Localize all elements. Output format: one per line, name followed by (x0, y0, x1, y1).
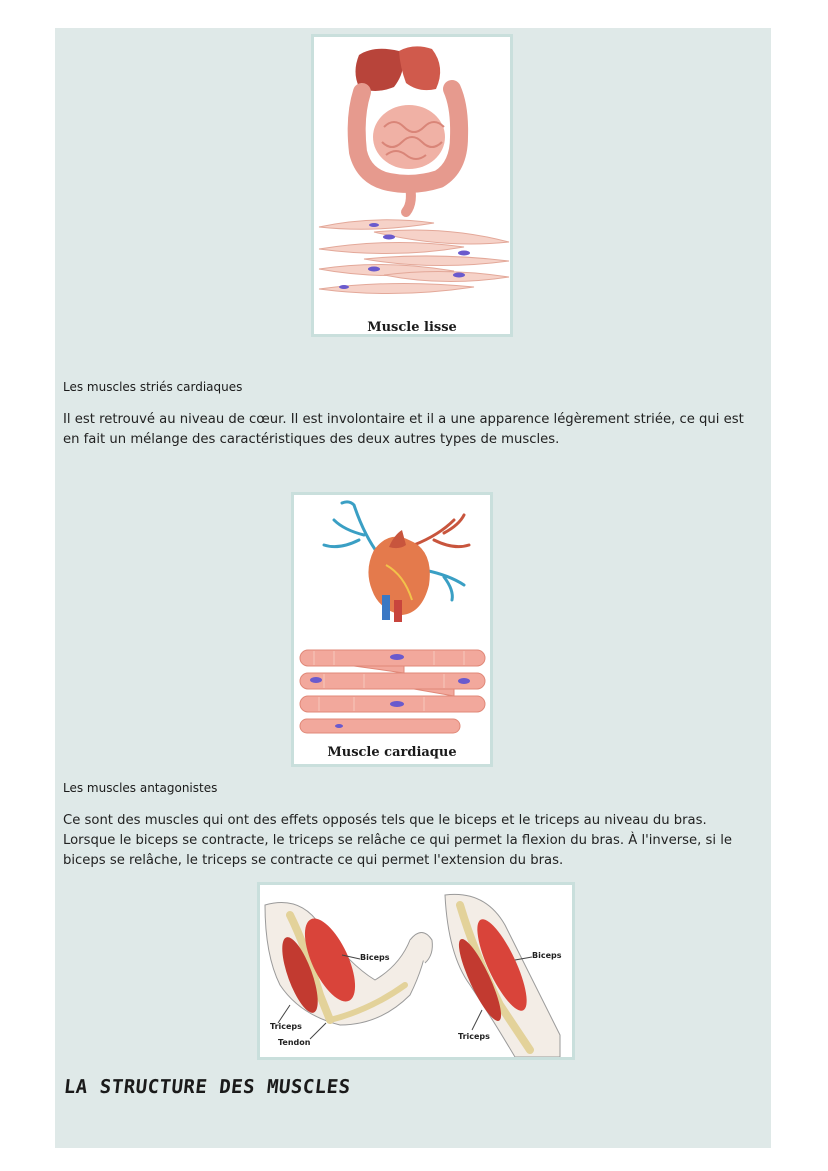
smooth-muscle-cells (319, 220, 509, 294)
antagonist-paragraph: Ce sont des muscles qui ont des effets opposés tels que le biceps et le triceps au niveau du bras. Lorsque le biceps se contracte, le triceps se relâche ce qui permet la flexion du bras. À l'inverse, si le biceps se relâche, le triceps se contracte ce qui permet l'extension du bras. (63, 813, 732, 868)
cardiac-heading: Les muscles striés cardiaques (63, 380, 243, 394)
cardiac-muscle-illustration (294, 495, 490, 764)
triceps-label-left: Triceps (270, 1022, 302, 1031)
antagonist-muscles-figure (257, 882, 575, 1060)
cardiac-paragraph: Il est retrouvé au niveau de cœur. Il est involontaire et il a une apparence légèrement striée, ce qui est en fait un mélange des caractéristiques des deux autres types de muscles. (63, 412, 744, 447)
cardiac-muscle-caption: Muscle cardiaque (327, 745, 457, 760)
biceps-triceps-illustration (260, 885, 572, 1057)
smooth-muscle-illustration (314, 37, 510, 334)
structure-section-title: LA STRUCTURE DES MUSCLES (62, 1076, 352, 1098)
tendon-label: Tendon (278, 1038, 311, 1047)
smooth-muscle-figure (311, 34, 513, 337)
triceps-label-right: Triceps (458, 1032, 490, 1041)
cardiac-muscle-figure (291, 492, 493, 767)
antagonist-heading: Les muscles antagonistes (63, 781, 218, 795)
biceps-label-left: Biceps (360, 953, 390, 962)
smooth-muscle-caption: Muscle lisse (367, 320, 457, 335)
biceps-label-right: Biceps (532, 951, 562, 960)
